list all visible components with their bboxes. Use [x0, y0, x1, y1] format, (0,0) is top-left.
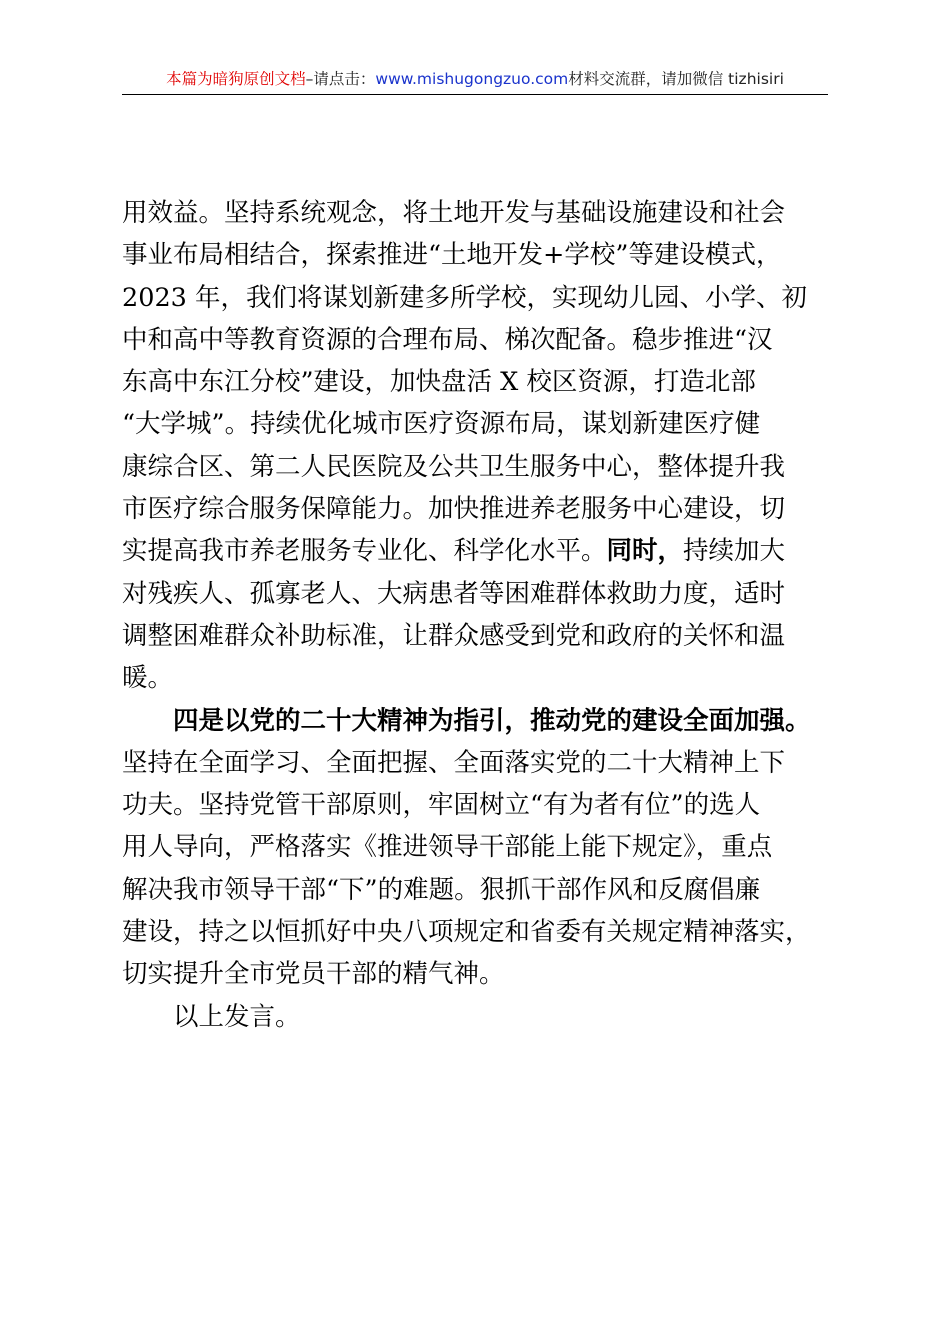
- body-line: 建设，持之以恒抓好中央八项规定和省委有关规定精神落实，: [122, 917, 811, 948]
- body-line: 解决我市领导干部“下”的难题。狠抓干部作风和反腐倡廉: [122, 874, 761, 905]
- body-line: 康综合区、第二人民医院及公共卫生服务中心，整体提升我: [122, 451, 786, 482]
- body-text-run: 实提高我市养老服务专业化、科学化水平。: [122, 536, 607, 567]
- header-url-link[interactable]: www.mishugongzuo.com: [375, 70, 569, 88]
- body-line: [122, 530, 842, 572]
- body-line: 市医疗综合服务保障能力。加快推进养老服务中心建设，切: [122, 494, 786, 525]
- body-line: 用人导向，严格落实《推进领导干部能上能下规定》，重点: [122, 832, 773, 863]
- page-header: [122, 66, 828, 95]
- body-line: 功夫。坚持党管干部原则，牢固树立“有为者有位”的选人: [122, 790, 761, 821]
- body-line: 调整困难群众补助标准，让群众感受到党和政府的关怀和温: [122, 620, 786, 651]
- closing-remark: 以上发言。: [173, 1001, 301, 1032]
- body-line: 东高中东江分校”建设，加快盘活 X 校区资源，打造北部: [122, 367, 756, 398]
- document-body: [122, 192, 842, 1038]
- body-line: “大学城”。持续优化城市医疗资源布局，谋划新建医疗健: [122, 409, 761, 440]
- body-text-run: 持续加大: [683, 536, 786, 567]
- body-line: 中和高中等教育资源的合理布局、梯次配备。稳步推进“汉: [122, 324, 773, 355]
- body-line: 对残疾人、孤寡老人、大病患者等困难群体救助力度，适时: [122, 578, 786, 609]
- header-prompt: –请点击：: [305, 70, 376, 88]
- bold-phrase: 同时，: [606, 536, 684, 567]
- header-brand: 本篇为暗狗原创文档: [166, 70, 306, 88]
- body-line: 用效益。坚持系统观念，将土地开发与基础设施建设和社会: [122, 198, 786, 228]
- body-line: 坚持在全面学习、全面把握、全面落实党的二十大精神上下: [122, 747, 786, 778]
- body-line: 2023 年，我们将谋划新建多所学校，实现幼儿园、小学、初: [122, 282, 808, 313]
- header-note: 材料交流群，请加微信 tizhisiri: [568, 70, 784, 88]
- body-line: 切实提升全市党员干部的精气神。: [122, 959, 505, 990]
- section-heading: 四是以党的二十大精神为指引，推动党的建设全面加强。: [173, 705, 811, 736]
- body-line: 事业布局相结合，探索推进“土地开发+学校”等建设模式，: [122, 240, 782, 271]
- body-line: 暖。: [122, 663, 174, 694]
